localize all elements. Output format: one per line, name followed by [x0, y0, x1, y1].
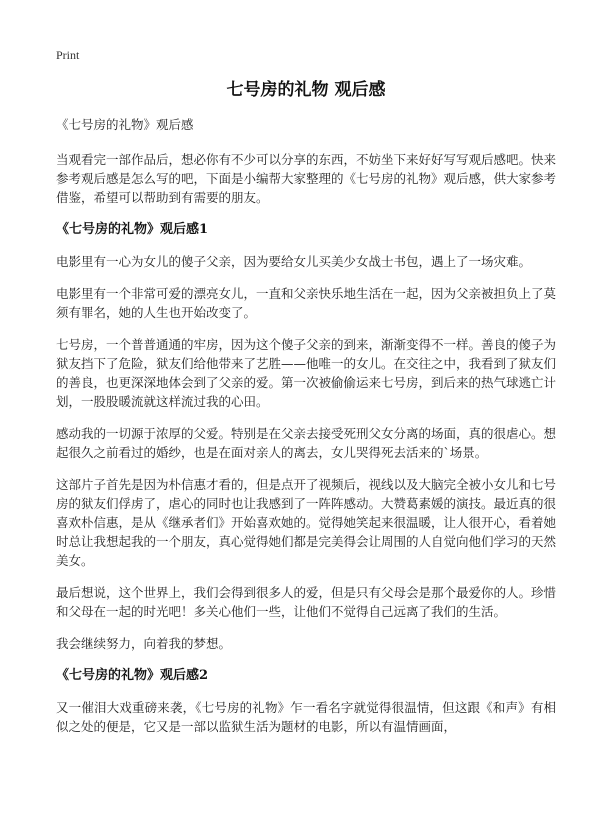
section-heading-1: 《七号房的礼物》观后感1 [56, 222, 209, 237]
document-subtitle: 《七号房的礼物》观后感 [56, 117, 194, 132]
paragraph: 电影里有一心为女儿的傻子父亲，因为要给女儿买美少女战士书包，遇上了一场灾难。 [56, 254, 532, 269]
paragraph: 又一催泪大戏重磅来袭，《七号房的礼物》乍一看名字就觉得很温情，但这跟《和声》有相似之处的便是，它又是一部以监狱生活为题材的电影，所以有温情画面， [56, 700, 556, 734]
print-link[interactable]: Print [56, 48, 80, 62]
document-body [56, 78, 556, 749]
page-title: 七号房的礼物 观后感 [226, 80, 386, 100]
paragraph: 电影里有一个非常可爱的漂亮女儿，一直和父亲快乐地生活在一起，因为父亲被担负上了莫须有罪名，她的人生也开始改变了。 [56, 286, 557, 320]
section-heading-2: 《七号房的礼物》观后感2 [56, 668, 209, 683]
paragraph: 感动我的一切源于浓厚的父爱。特别是在父亲去接受死刑父女分离的场面，真的很虐心。想起很久之前看过的婚纱，也是在面对亲人的离去，女儿哭得死去活来的`场景。 [56, 426, 557, 460]
paragraph: 这部片子首先是因为朴信惠才看的，但是点开了视频后，视线以及大脑完全被小女儿和七号房的狱友们俘虏了，虐心的同时也让我感到了一阵阵感动。大赞葛素媛的演技。最近真的很喜欢朴信惠，是从《继承者们》开始喜欢她的。觉得她笑起来很温暖，让人很开心，看着她时总让我想起我的一个朋友，真心觉得她们都是完美得会让周围的人自觉向他们学习的天然美女。 [56, 477, 557, 568]
intro-paragraph: 当观看完一部作品后，想必你有不少可以分享的东西，不妨坐下来好好写写观后感吧。快来参考观后感是怎么写的吧，下面是小编帮大家整理的《七号房的礼物》观后感，供大家参考借鉴，希望可以帮助到有需要的朋友。 [56, 152, 557, 205]
paragraph: 我会继续努力，向着我的梦想。 [56, 636, 232, 651]
paragraph: 七号房，一个普普通通的牢房，因为这个傻子父亲的到来，渐渐变得不一样。善良的傻子为狱友挡下了危险，狱友们给他带来了艺胜——他唯一的女儿。在交往之中，我看到了狱友们的善良，也更深深地体会到了父亲的爱。第一次被偷偷运来七号房，到后来的热气球逃亡计划，一股股暖流就这样流过我的心田。 [56, 337, 557, 409]
paragraph: 最后想说，这个世界上，我们会得到很多人的爱，但是只有父母会是那个最爱你的人。珍惜和父母在一起的时光吧！多关心他们一些，让他们不觉得自己远离了我们的生活。 [56, 585, 557, 619]
